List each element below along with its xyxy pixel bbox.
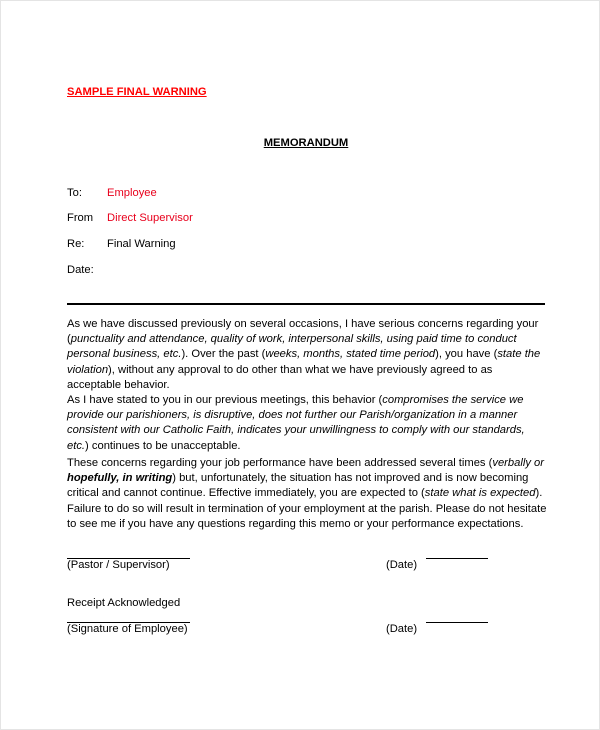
memo-heading: MEMORANDUM: [263, 137, 349, 149]
divider: [67, 303, 545, 305]
date-line-1: [426, 558, 488, 559]
text-italic: compromises the service we provide our parishioners, is disruptive, does not further our Parish/organization in a manner consistent with our Catholic Faith, indicates your unwillingness to comply with our standards, etc.: [67, 394, 525, 452]
text: These concerns regarding your job performance have been addressed several times (: [67, 457, 493, 469]
text: ), without any approval to do other than what we have previously agreed to as acceptable behavior.: [67, 363, 493, 391]
date-label-1: (Date): [386, 559, 418, 571]
date-label-2: (Date): [386, 623, 418, 635]
supervisor-label: (Pastor / Supervisor): [67, 559, 170, 571]
text: ), you have (: [435, 348, 498, 361]
date-line-2: [426, 622, 488, 623]
text: ). Failure to do so will result in termination of your employment at the parish. Please do not hesitate to see me if you have any questions regarding this memo or your performance expectations.: [67, 487, 547, 530]
text-bold-italic: hopefully, in writing: [67, 472, 173, 485]
to-value: Employee: [107, 187, 157, 199]
text: ) but, unfortunately, the situation has not improved and is now becoming critical and cannot continue. Effective immediately, you are expected to (: [67, 472, 529, 500]
document-title: SAMPLE FINAL WARNING: [67, 86, 207, 98]
from-value: Direct Supervisor: [107, 212, 193, 224]
text: ) continues to be unacceptable.: [85, 439, 241, 452]
paragraph-2: [67, 393, 549, 454]
re-label: Re:: [67, 238, 85, 250]
re-value: Final Warning: [107, 238, 176, 250]
text: As we have discussed previously on several occasions, I have serious concerns regarding your (: [67, 318, 539, 346]
paragraph-3: [67, 456, 549, 532]
text: ). Over the past (: [181, 348, 266, 361]
paragraph-1: [67, 317, 549, 393]
employee-label: (Signature of Employee): [67, 623, 188, 635]
text-italic: punctuality and attendance, quality of work, interpersonal skills, using paid time to conduct personal business, etc.: [67, 333, 517, 361]
text: As I have stated to you in our previous meetings, this behavior (: [67, 394, 383, 406]
text-italic: weeks, months, stated time period: [265, 348, 436, 361]
to-label: To:: [67, 187, 82, 199]
from-label: From: [67, 212, 94, 224]
receipt-label: Receipt Acknowledged: [67, 597, 181, 609]
text-italic: verbally or: [492, 457, 544, 469]
date-label: Date:: [67, 264, 94, 276]
text-italic: state the violation: [67, 348, 541, 376]
text-italic: state what is expected: [424, 487, 536, 500]
